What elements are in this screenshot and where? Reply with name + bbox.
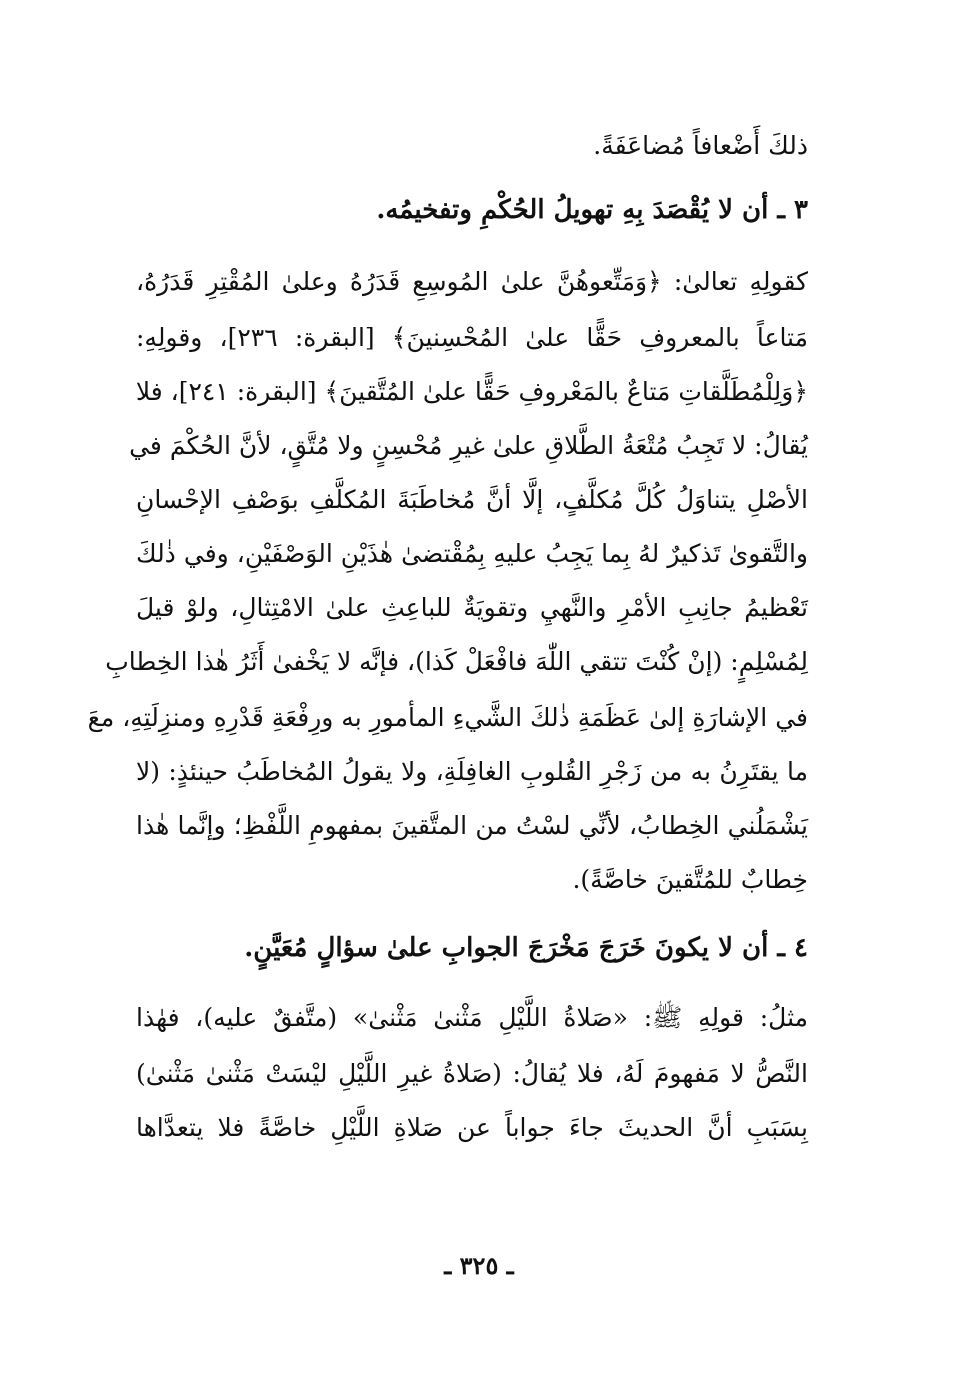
- text-line-4: مَتاعاً بالمعروفِ حَقًّا علىٰ المُحْسِنينَ﴾ [البقرة: ٢٣٦]، وقولِهِ:: [136, 323, 808, 352]
- section-heading-4: ٤ ـ أن لا يكونَ خَرَجَ مَخْرَجَ الجوابِ علىٰ سؤالٍ مُعَيَّنٍ.: [244, 933, 808, 963]
- text-line-6: يُقالُ: لا تَجِبُ مُتْعَةُ الطَّلاقِ علىٰ غيرِ مُحْسِنٍ ولا مُتَّقٍ، لأنَّ الحُكْمَ في: [129, 431, 808, 460]
- text-line-18: بِسَبَبِ أنَّ الحديثَ جاءَ جواباً عن صَلاةِ اللَّيْلِ خاصَّةً فلا يتعدَّاها: [136, 1113, 808, 1142]
- text-line-10: لِمُسْلِمٍ: (إنْ كُنْتَ تتقي اللّٰهَ فافْعَلْ كَذا)، فإنَّه لا يَخْفىٰ أَثَرُ هٰذا الخِطابِ: [105, 647, 808, 676]
- text-line-9: تَعْظيمُ جانِبِ الأمْرِ والنَّهيِ وتقويَةٌ للباعِثِ علىٰ الامْتِثالِ، ولوْ قيلَ: [136, 593, 808, 622]
- text-line-16: مثلُ: قولِهِ ﷺ: «صَلاةُ اللَّيْلِ مَثْنىٰ مَثْنىٰ» (متَّفقٌ عليه)، فهٰذا: [136, 1003, 808, 1032]
- text-line-13: يَشْمَلُني الخِطابُ، لأنِّي لسْتُ من المتَّقينَ بمفهومِ اللَّفْظِ؛ وإنَّما هٰذا: [136, 811, 808, 840]
- text-line-7: الأصْلِ يتناوَلُ كُلَّ مُكلَّفٍ، إلَّا أنَّ مُخاطَبَةَ المُكلَّفِ بوَصْفِ الإحْسانِ: [136, 485, 808, 514]
- section-heading-3: ٣ ـ أن لا يُقْصَدَ بِهِ تهويلُ الحُكْمِ وتفخيمُه.: [376, 195, 808, 225]
- page-number: ـ ٣٢٥ ـ: [444, 1251, 514, 1280]
- text-line-17: النَّصُّ لا مَفهومَ لَهُ، فلا يُقالُ: (صَلاةُ غيرِ اللَّيْلِ ليْسَتْ مَثْنىٰ مَثْنىٰ): [136, 1059, 808, 1088]
- text-line-1: ذلكَ أَضْعافاً مُضاعَفَةً.: [593, 131, 808, 160]
- text-line-5: ﴿وَلِلْمُطَلَّقاتِ مَتاعٌ بالمَعْروفِ حَقًّا علىٰ المُتَّقينَ﴾ [البقرة: ٢٤١]، فلا: [135, 377, 808, 406]
- text-line-14: خِطابٌ للمُتَّقينَ خاصَّةً).: [572, 865, 808, 894]
- text-line-12: ما يقتَرِنُ به من زَجْرِ القُلوبِ الغافِلَةِ، ولا يقولُ المُخاطَبُ حينئذٍ: (لا: [136, 757, 808, 786]
- text-line-11: في الإشارَةِ إلىٰ عَظَمَةِ ذٰلكَ الشَّيءِ المأمورِ به ورِفْعَةِ قَدْرِهِ ومنزِلَتِهِ، معَ: [87, 703, 808, 732]
- text-line-8: والتَّقوىٰ تَذكيرٌ لهُ بِما يَجِبُ عليهِ بِمُقْتضىٰ هٰذَيْنِ الوَصْفَيْنِ، وفي ذٰلكَ: [136, 539, 808, 568]
- text-line-3: كقولِهِ تعالىٰ: ﴿وَمَتِّعوهُنَّ علىٰ المُوسِعِ قَدَرُهُ وعلىٰ المُقْتِرِ قَدَرُهُ،: [136, 267, 808, 296]
